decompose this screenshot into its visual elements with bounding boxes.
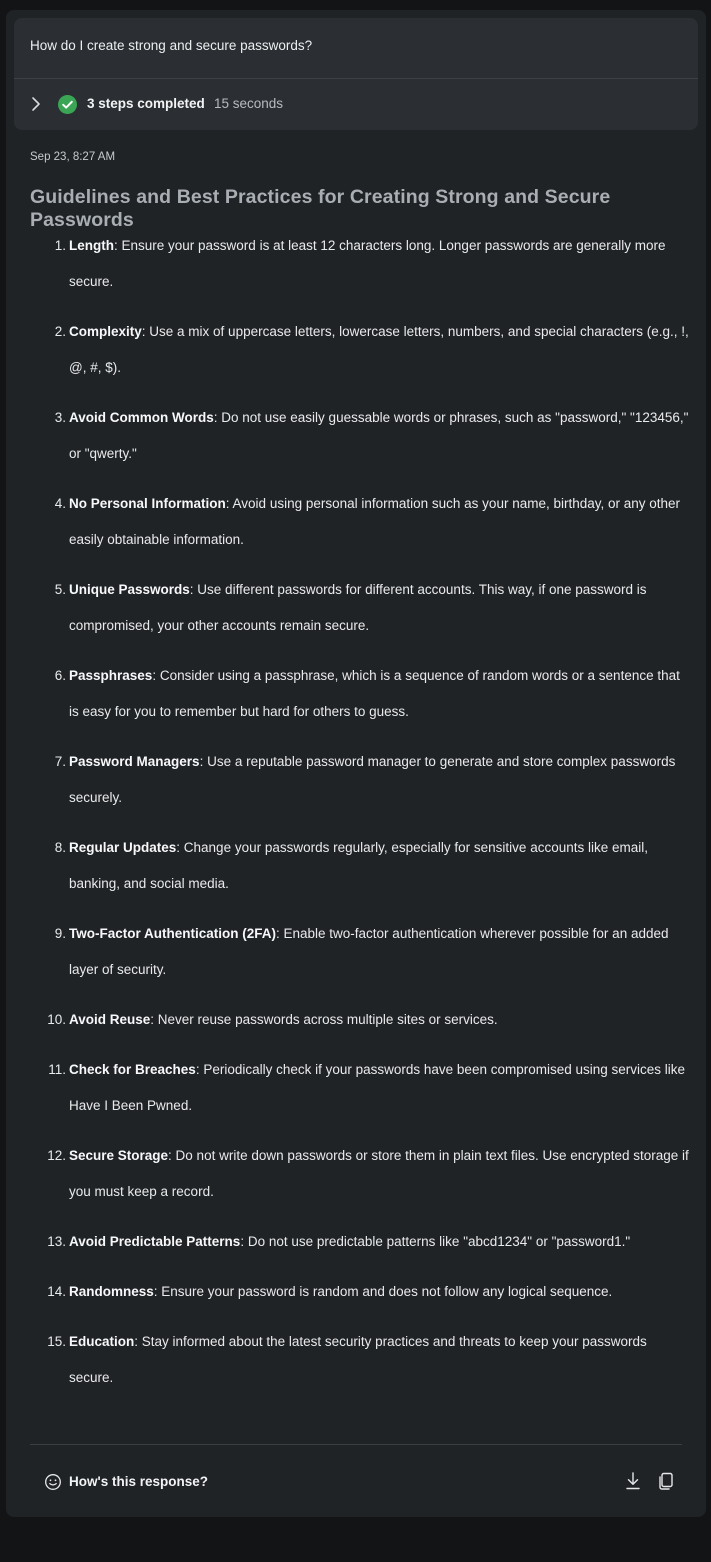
- list-item-term: Education: [69, 1334, 135, 1349]
- steps-duration: 15 seconds: [214, 96, 284, 111]
- list-item: [54, 830, 689, 902]
- list-item-term: Regular Updates: [69, 840, 177, 855]
- list-item-term: No Personal Information: [69, 496, 226, 511]
- list-item-term: Password Managers: [69, 754, 200, 769]
- list-item-number: 15.: [47, 1334, 66, 1349]
- list-item: [54, 400, 689, 472]
- list-item-number: 14.: [47, 1284, 66, 1299]
- list-item-number: 3.: [54, 410, 66, 425]
- list-item-term: Randomness: [69, 1284, 154, 1299]
- list-item-number: 9.: [54, 926, 66, 941]
- list-item-number: 12.: [47, 1148, 66, 1163]
- list-item: [47, 1274, 689, 1310]
- list-item-text: : Do not use predictable patterns like "abcd1234" or "password1.": [240, 1234, 631, 1249]
- list-item: [47, 1002, 689, 1038]
- download-button[interactable]: [622, 1470, 644, 1492]
- list-item-text: : Do not write down passwords or store them in plain text files. Use encrypted storage if you must keep a record.: [69, 1148, 689, 1199]
- list-item-number: 1.: [54, 238, 66, 253]
- list-item-term: Avoid Predictable Patterns: [69, 1234, 241, 1249]
- steps-label: 3 steps completed: [87, 96, 205, 111]
- list-item: [47, 1324, 689, 1396]
- list-item: [54, 916, 689, 988]
- list-item-number: 4.: [54, 496, 66, 511]
- steps-expander[interactable]: [14, 79, 698, 130]
- copy-icon: [655, 1470, 677, 1492]
- list-item-number: 5.: [54, 582, 66, 597]
- guidelines-list: [47, 228, 689, 1410]
- list-item-text: : Ensure your password is at least 12 characters long. Longer passwords are generally more secure.: [69, 238, 666, 289]
- list-item: [54, 314, 689, 386]
- list-item-number: 13.: [47, 1234, 66, 1249]
- list-item-text: : Enable two-factor authentication wherever possible for an added layer of security.: [69, 926, 669, 977]
- list-item-number: 11.: [48, 1062, 66, 1077]
- list-item: [54, 486, 689, 558]
- query-text: How do I create strong and secure passwords?: [30, 38, 313, 53]
- list-item: [54, 658, 689, 730]
- list-item-text: : Do not use easily guessable words or phrases, such as "password," "123456," or "qwerty.": [69, 410, 689, 461]
- list-item-text: : Avoid using personal information such as your name, birthday, or any other easily obtainable information.: [69, 496, 681, 547]
- list-item-term: Length: [69, 238, 114, 253]
- list-item-text: : Consider using a passphrase, which is a sequence of random words or a sentence that is easy for you to remember but hard for others to guess.: [69, 668, 680, 719]
- copy-button[interactable]: [655, 1470, 677, 1492]
- feedback-label: How's this response?: [69, 1474, 208, 1489]
- divider: [30, 1444, 682, 1445]
- list-item-text: : Change your passwords regularly, especially for sensitive accounts like email, banking, and social media.: [69, 840, 648, 891]
- chevron-right-icon[interactable]: [29, 96, 43, 112]
- list-item: [54, 572, 689, 644]
- response-title: Guidelines and Best Practices for Creating Strong and Secure Passwords: [30, 186, 611, 231]
- list-item-term: Avoid Common Words: [69, 410, 214, 425]
- list-item-text: : Ensure your password is random and does not follow any logical sequence.: [153, 1284, 613, 1299]
- query-card: [14, 18, 698, 130]
- list-item-term: Check for Breaches: [69, 1062, 196, 1077]
- check-circle-icon: [58, 95, 77, 114]
- list-item-number: 8.: [54, 840, 66, 855]
- list-item-text: : Periodically check if your passwords have been compromised using services like Have I Been Pwned.: [69, 1062, 686, 1113]
- list-item-number: 7.: [54, 754, 66, 769]
- list-item: [54, 744, 689, 816]
- list-item-number: 6.: [54, 668, 66, 683]
- list-item-term: Two-Factor Authentication (2FA): [69, 926, 276, 941]
- list-item: [47, 1224, 689, 1260]
- download-icon: [622, 1470, 644, 1492]
- smiley-face-icon: [44, 1473, 62, 1491]
- list-item-number: 2.: [54, 324, 66, 339]
- list-item-text: : Stay informed about the latest security practices and threats to keep your passwords secure.: [69, 1334, 647, 1385]
- list-item: [47, 1138, 689, 1210]
- list-item-number: 10.: [47, 1012, 66, 1027]
- list-item-text: : Use a mix of uppercase letters, lowercase letters, numbers, and special characters (e.g., !, @, #, $).: [69, 324, 689, 375]
- list-item: [48, 1052, 689, 1124]
- list-item-text: : Never reuse passwords across multiple sites or services.: [150, 1012, 498, 1027]
- list-item-text: : Use different passwords for different accounts. This way, if one password is compromised, your other accounts remain secure.: [69, 582, 647, 633]
- list-item-term: Passphrases: [69, 668, 153, 683]
- list-item-term: Complexity: [69, 324, 142, 339]
- timestamp: Sep 23, 8:27 AM: [30, 151, 116, 163]
- list-item-term: Secure Storage: [69, 1148, 169, 1163]
- list-item-text: : Use a reputable password manager to generate and store complex passwords securely.: [69, 754, 676, 805]
- list-item-term: Unique Passwords: [69, 582, 190, 597]
- list-item: [54, 228, 689, 300]
- list-item-term: Avoid Reuse: [69, 1012, 151, 1027]
